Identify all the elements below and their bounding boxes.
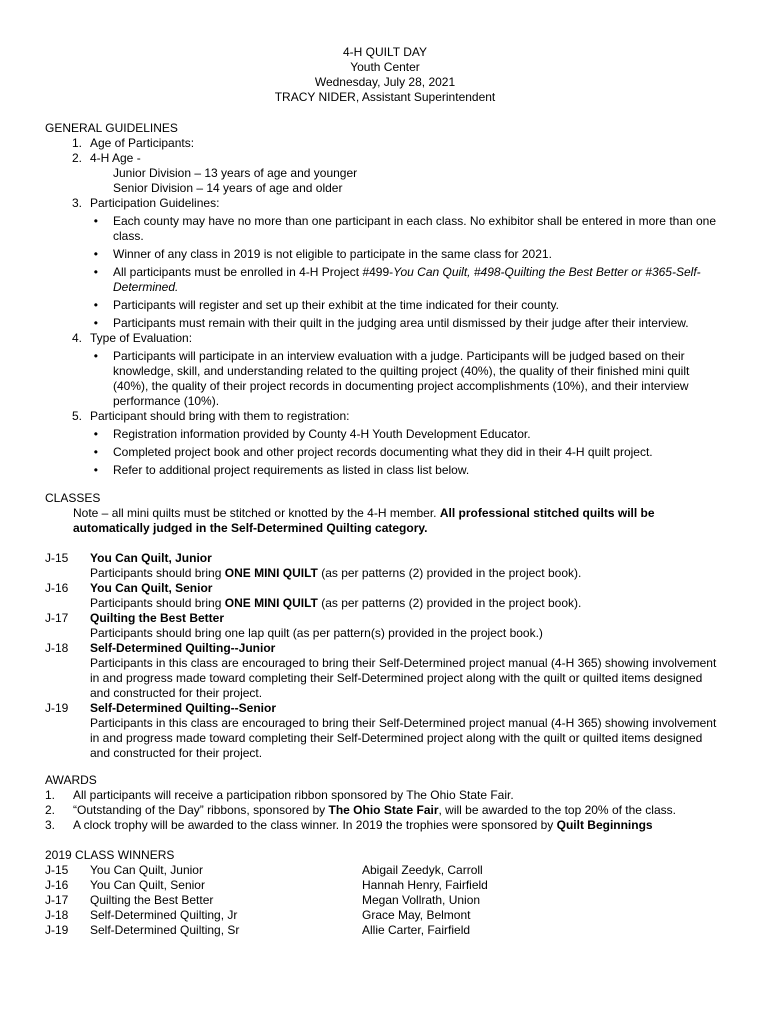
bullet-item: • Participants will register and set up their exhibit at the time indicated for their county. [93, 298, 559, 312]
class-title: Self-Determined Quilting--Senior [90, 701, 277, 715]
age-line: Junior Division – 13 years of age and younger [113, 166, 358, 180]
list-item: 4. Type of Evaluation: [71, 331, 193, 345]
class-title: You Can Quilt, Junior [90, 551, 212, 565]
document-header [0, 45, 770, 105]
bullet-item: • Registration information provided by County 4-H Youth Development Educator. [93, 427, 531, 441]
section-heading: CLASSES [45, 491, 101, 505]
winner-row: J-18 Self-Determined Quilting, Jr Grace May, Belmont [45, 908, 471, 922]
event-location: Youth Center [350, 60, 420, 74]
class-entry: J-18 Self-Determined Quilting--Junior Participants in this class are encouraged to bring their Self-Determined project manual (4-H 365) showing involvement in and progress made toward completing their Self-Determined project along with the quilt or quilted items designed and constructed for their project. [45, 641, 725, 701]
award-item: 2. “Outstanding of the Day” ribbons, sponsored by The Ohio State Fair, will be awarded to the top 20% of the class. [45, 803, 676, 817]
list-item: 3. Participation Guidelines: [71, 196, 220, 210]
list-item: 5. Participant should bring with them to registration: [71, 409, 350, 423]
bullet-item: • Each county may have no more than one participant in each class. No exhibitor shall be entered in more than one class. [93, 214, 717, 243]
bullet-item: • Participants must remain with their quilt in the judging area until dismissed by their judge after their interview. [93, 316, 689, 330]
class-entry: J-16 You Can Quilt, Senior Participants should bring ONE MINI QUILT (as per patterns (2) provided in the project book). [45, 581, 725, 611]
class-entry: J-15 You Can Quilt, Junior Participants should bring ONE MINI QUILT (as per patterns (2) provided in the project book). [45, 551, 725, 581]
class-title: Quilting the Best Better [90, 611, 225, 625]
bullet-item: • Winner of any class in 2019 is not eligible to participate in the same class for 2021. [93, 247, 552, 261]
section-heading: AWARDS [45, 773, 97, 787]
list-item: 2. 4-H Age - [71, 151, 141, 165]
section-heading: GENERAL GUIDELINES [45, 121, 178, 135]
event-title: 4-H QUILT DAY [342, 45, 428, 59]
classes-note: Note – all mini quilts must be stitched or knotted by the 4-H member. All professional stitched quilts will be automatically judged in the Self-Determined Quilting category. [73, 506, 655, 535]
winner-row: J-16 You Can Quilt, Senior Hannah Henry, Fairfield [45, 878, 488, 892]
class-entry: J-17 Quilting the Best Better Participants should bring one lap quilt (as per pattern(s) provided in the project book.) [45, 611, 725, 641]
event-superintendent: TRACY NIDER, Assistant Superintendent [274, 90, 496, 104]
class-list [45, 551, 725, 761]
class-title: You Can Quilt, Senior [90, 581, 213, 595]
class-description: Participants should bring one lap quilt (as per pattern(s) provided in the project book.) [90, 626, 543, 640]
winner-row: J-15 You Can Quilt, Junior Abigail Zeedyk, Carroll [45, 863, 483, 877]
age-line: Senior Division – 14 years of age and older [113, 181, 343, 195]
section-heading: 2019 CLASS WINNERS [45, 848, 175, 862]
bullet-item: • Completed project book and other project records documenting what they did in their 4-H quilt project. [93, 445, 653, 459]
awards-section [45, 773, 725, 833]
class-description: Participants should bring ONE MINI QUILT (as per patterns (2) provided in the project book). [90, 596, 582, 610]
event-date: Wednesday, July 28, 2021 [314, 75, 456, 89]
classes-section [45, 491, 725, 761]
bullet-item: • Refer to additional project requirements as listed in class list below. [93, 463, 470, 477]
winner-row: J-19 Self-Determined Quilting, Sr Allie Carter, Fairfield [45, 923, 471, 937]
bullet-item: • Participants will participate in an interview evaluation with a judge. Participants will be judged based on their knowledge, skill, and understanding related to the quilting project (40%), the quality of their finished mini quilt (40%), the quality of their project records in documenting project accomplishments (10%), and their interview performance (10%). [93, 349, 690, 408]
award-item: 1. All participants will receive a participation ribbon sponsored by The Ohio State Fair. [45, 788, 514, 802]
class-description: Participants should bring ONE MINI QUILT (as per patterns (2) provided in the project book). [90, 566, 582, 580]
general-guidelines-section [45, 121, 725, 478]
class-title: Self-Determined Quilting--Junior [90, 641, 276, 655]
winner-row: J-17 Quilting the Best Better Megan Vollrath, Union [45, 893, 481, 907]
bullet-item: • All participants must be enrolled in 4-H Project #499-You Can Quilt, #498-Quilting the Best Better or #365-Self-Determined. [93, 265, 701, 294]
award-item: 3. A clock trophy will be awarded to the class winner. In 2019 the trophies were sponsored by Quilt Beginnings [45, 818, 653, 832]
list-item: 1. Age of Participants: [71, 136, 195, 150]
class-winners-section [45, 848, 725, 938]
class-description: Participants in this class are encouraged to bring their Self-Determined project manual (4-H 365) showing involvement in and progress made toward completing their Self-Determined project along with the quilt or quilted items designed and constructed for their project. [90, 656, 717, 700]
class-entry: J-19 Self-Determined Quilting--Senior Participants in this class are encouraged to bring their Self-Determined project manual (4-H 365) showing involvement in and progress made toward completing their Self-Determined project along with the quilt or quilted items designed and constructed for their project. [45, 701, 725, 761]
class-description: Participants in this class are encouraged to bring their Self-Determined project manual (4-H 365) showing involvement in and progress made toward completing their Self-Determined project along with the quilt or quilted items designed and constructed for their project. [90, 716, 717, 760]
